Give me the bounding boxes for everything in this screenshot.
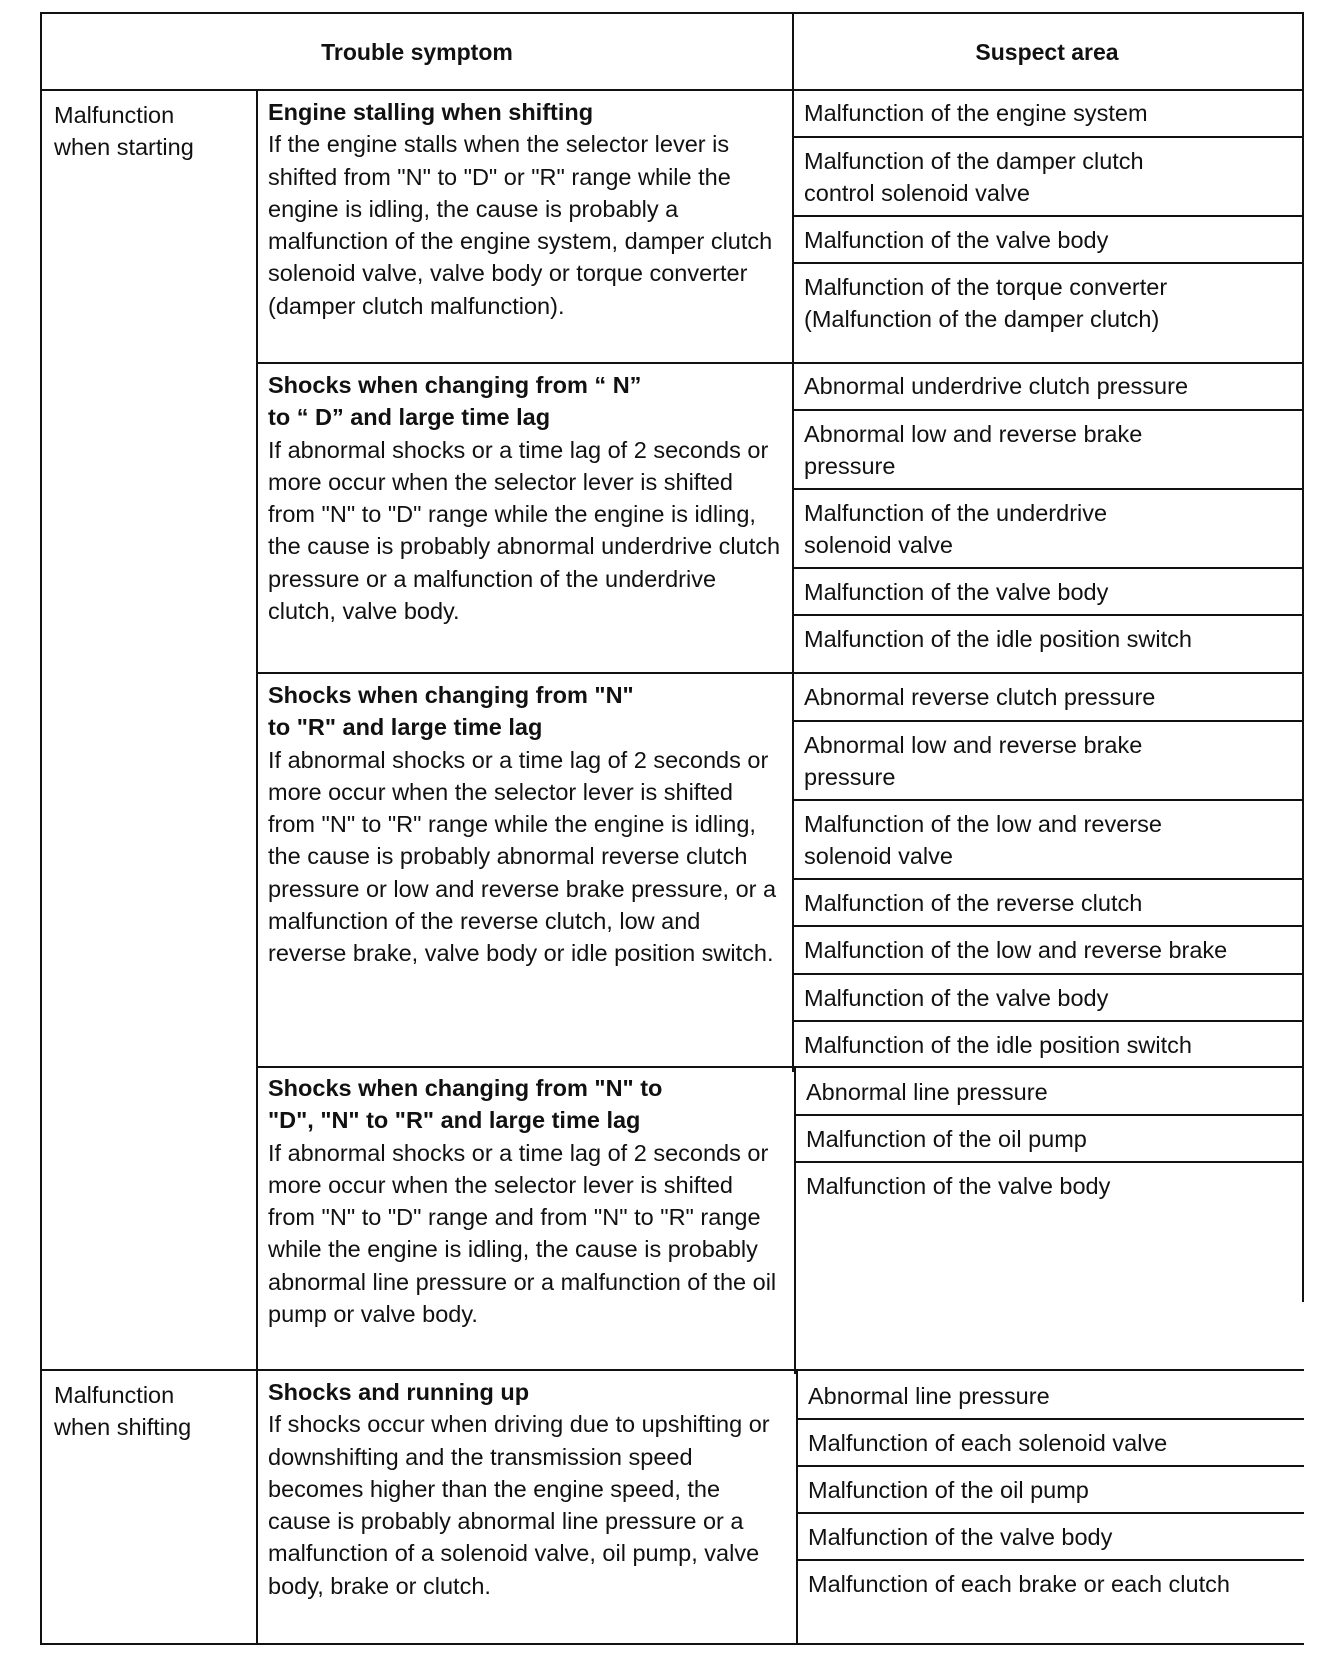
column-divider-category	[256, 89, 258, 1645]
suspect-area-cell: Malfunction of the valve body	[804, 227, 1109, 253]
suspect-row-divider	[792, 878, 1304, 880]
suspect-row-divider	[794, 1161, 1304, 1163]
suspect-row-divider	[792, 973, 1304, 975]
category-malfunction-when-shifting: Malfunction when shifting	[54, 1382, 192, 1440]
suspect-row-divider	[796, 1559, 1304, 1561]
symptom-cell	[256, 363, 792, 673]
header-trouble-symptom: Trouble symptom	[321, 39, 513, 65]
symptom-divider	[256, 672, 1304, 674]
symptom-cell	[256, 1066, 792, 1370]
suspect-row-divider	[796, 1512, 1304, 1514]
table-border-right	[1302, 12, 1304, 1302]
suspect-area-cell: Malfunction of the reverse clutch	[804, 890, 1143, 916]
suspect-area-cell: Malfunction of the torque converter (Malfunction of the damper clutch)	[804, 274, 1168, 332]
symptom-title: Engine stalling when shifting	[268, 99, 594, 125]
suspect-area-cell: Abnormal low and reverse brake pressure	[804, 421, 1143, 479]
suspect-area-cell: Malfunction of the low and reverse brake	[804, 937, 1228, 963]
suspect-row-divider	[792, 720, 1304, 722]
suspect-area-cell: Malfunction of the oil pump	[806, 1126, 1087, 1152]
suspect-row-divider	[796, 1418, 1304, 1420]
column-divider-suspect	[794, 1066, 796, 1374]
group-divider	[40, 1369, 1304, 1371]
symptom-description: If abnormal shocks or a time lag of 2 seconds or more occur when the selector lever is shifted from "N" to "D" range and from "N" to "R" range while the engine is idling, the cause is probably abnormal line pressure or a malfunction of the oil pump or valve body.	[268, 1139, 777, 1328]
suspect-area-cell: Malfunction of the underdrive solenoid valve	[804, 500, 1108, 558]
suspect-row-divider	[792, 262, 1304, 264]
suspect-area-cell: Malfunction of the valve body	[804, 579, 1109, 605]
column-divider-suspect	[792, 12, 794, 1072]
symptom-title: Shocks when changing from "N" to "R" and large time lag	[268, 682, 634, 741]
symptom-description: If abnormal shocks or a time lag of 2 seconds or more occur when the selector lever is shifted from "N" to "R" range while the engine is idling, the cause is probably abnormal reverse clutch pressure or low and reverse brake pressure, or a malfunction of the reverse clutch, low and reverse brake, valve body or idle position switch.	[268, 746, 777, 967]
symptom-cell	[256, 673, 792, 1066]
suspect-row-divider	[792, 136, 1304, 138]
symptom-title: Shocks when changing from “ N” to “ D” and large time lag	[268, 372, 642, 431]
symptom-description: If shocks occur when driving due to upshifting or downshifting and the transmission speed becomes higher than the engine speed, the cause is probably abnormal line pressure or a malfunction of a solenoid valve, oil pump, valve body, brake or clutch.	[268, 1411, 770, 1599]
category-malfunction-when-starting: Malfunction when starting	[54, 102, 194, 160]
symptom-cell	[256, 90, 792, 363]
suspect-area-cell: Malfunction of each solenoid valve	[808, 1430, 1168, 1456]
header-divider	[40, 89, 1304, 91]
suspect-row-divider	[792, 567, 1304, 569]
column-divider-suspect	[796, 1370, 798, 1645]
table-border-top	[40, 12, 1304, 14]
symptom-title: Shocks when changing from "N" to "D", "N" to "R" and large time lag	[268, 1075, 663, 1134]
suspect-area-cell: Abnormal line pressure	[808, 1383, 1050, 1409]
symptom-description: If the engine stalls when the selector lever is shifted from "N" to "D" or "R" range while the engine is idling, the cause is probably a malfunction of the engine system, damper clutch solenoid valve, valve body or torque converter (damper clutch malfunction).	[268, 131, 773, 319]
suspect-area-cell: Malfunction of the engine system	[804, 100, 1148, 126]
suspect-row-divider	[796, 1465, 1304, 1467]
suspect-area-cell: Malfunction of the damper clutch control solenoid valve	[804, 148, 1144, 206]
suspect-area-cell: Abnormal underdrive clutch pressure	[804, 373, 1189, 399]
suspect-area-cell: Malfunction of the low and reverse solenoid valve	[804, 811, 1162, 869]
suspect-area-cell: Malfunction of the valve body	[806, 1173, 1111, 1199]
suspect-area-cell: Malfunction of the oil pump	[808, 1477, 1089, 1503]
symptom-cell	[256, 1370, 792, 1644]
suspect-area-cell: Malfunction of the idle position switch	[804, 1032, 1192, 1058]
header-suspect-area: Suspect area	[975, 39, 1119, 65]
suspect-area-cell: Malfunction of each brake or each clutch	[808, 1571, 1230, 1597]
suspect-row-divider	[792, 614, 1304, 616]
suspect-area-cell: Malfunction of the valve body	[804, 985, 1109, 1011]
table-border-left	[40, 12, 42, 1645]
symptom-description: If abnormal shocks or a time lag of 2 seconds or more occur when the selector lever is shifted from "N" to "D" range while the engine is idling, the cause is probably abnormal underdrive clutch pressure or a malfunction of the underdrive clutch, valve body.	[268, 436, 781, 625]
suspect-area-cell: Malfunction of the idle position switch	[804, 626, 1192, 652]
symptom-divider	[256, 1066, 1304, 1068]
suspect-row-divider	[792, 409, 1304, 411]
suspect-area-cell: Malfunction of the valve body	[808, 1524, 1113, 1550]
suspect-row-divider	[794, 1114, 1304, 1116]
suspect-area-cell: Abnormal line pressure	[806, 1079, 1048, 1105]
table-border-bottom	[40, 1643, 1304, 1645]
suspect-area-cell: Abnormal reverse clutch pressure	[804, 684, 1156, 710]
suspect-row-divider	[792, 488, 1304, 490]
symptom-divider	[256, 362, 1304, 364]
symptom-title: Shocks and running up	[268, 1379, 530, 1405]
suspect-row-divider	[792, 215, 1304, 217]
suspect-row-divider	[792, 925, 1304, 927]
suspect-row-divider	[792, 799, 1304, 801]
suspect-area-cell: Abnormal low and reverse brake pressure	[804, 732, 1143, 790]
suspect-row-divider	[792, 1020, 1304, 1022]
